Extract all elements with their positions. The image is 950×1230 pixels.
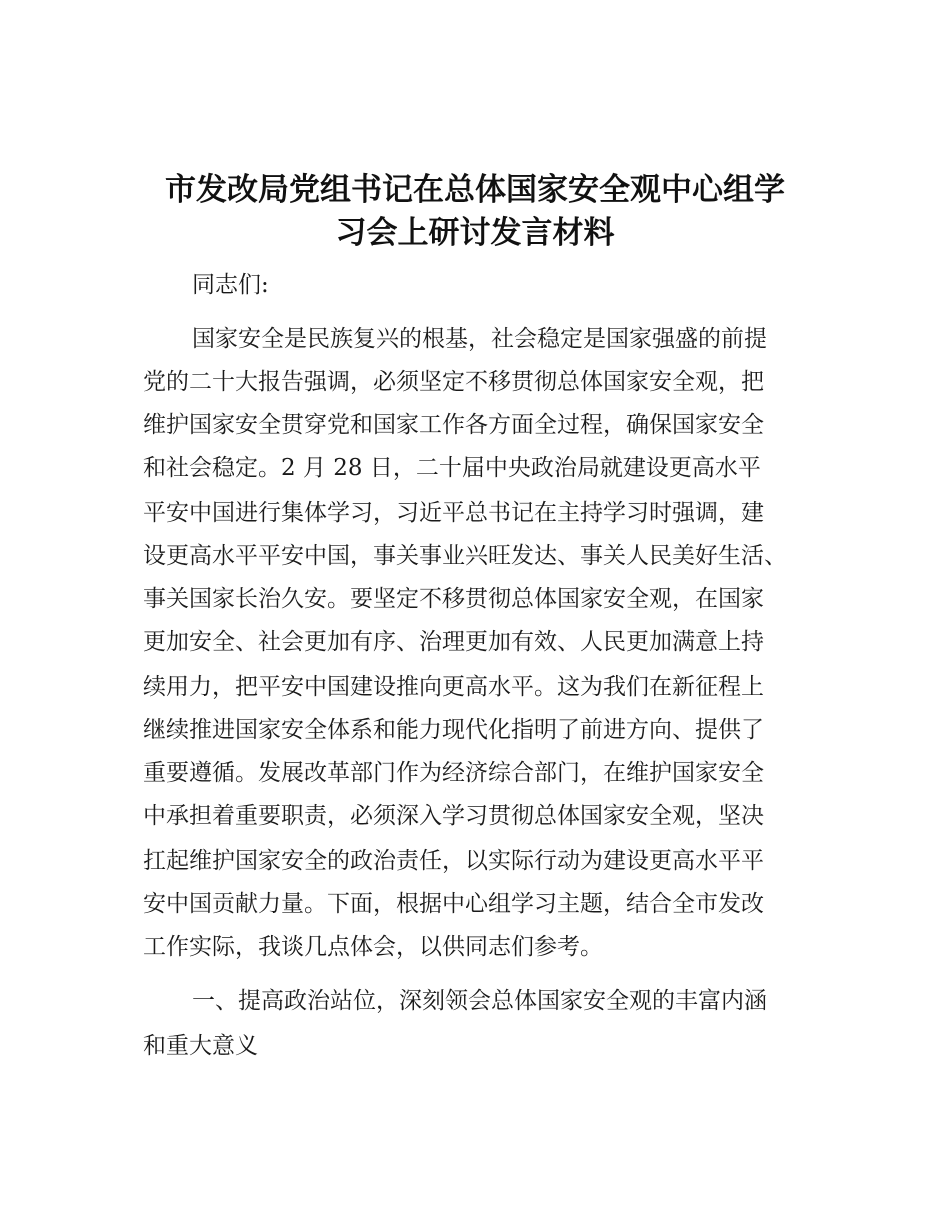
paragraph-line: 国家安全是民族复兴的根基，社会稳定是国家强盛的前提 bbox=[192, 326, 767, 352]
greeting: 同志们: bbox=[192, 272, 269, 298]
paragraph-line: 更加安全、社会更加有序、治理更加有效、人民更加满意上持 bbox=[143, 629, 764, 655]
paragraph-line: 安中国贡献力量。下面，根据中心组学习主题，结合全市发改 bbox=[143, 891, 764, 917]
document-title-line-2: 习会上研讨发言材料 bbox=[335, 215, 615, 251]
section-heading-line: 一、提高政治站位，深刻领会总体国家安全观的丰富内涵 bbox=[192, 988, 767, 1014]
paragraph-line: 党的二十大报告强调，必须坚定不移贯彻总体国家安全观，把 bbox=[143, 369, 764, 395]
paragraph-line: 事关国家长治久安。要坚定不移贯彻总体国家安全观，在国家 bbox=[143, 586, 764, 612]
paragraph-line: 重要遵循。发展改革部门作为经济综合部门，在维护国家安全 bbox=[143, 760, 764, 786]
paragraph-line: 续用力，把平安中国建设推向更高水平。这为我们在新征程上 bbox=[143, 674, 764, 700]
document-title-line-1: 市发改局党组书记在总体国家安全观中心组学 bbox=[165, 172, 785, 208]
paragraph-line: 工作实际，我谈几点体会，以供同志们参考。 bbox=[143, 934, 603, 960]
section-heading-line: 和重大意义 bbox=[143, 1033, 258, 1059]
paragraph-line: 扛起维护国家安全的政治责任，以实际行动为建设更高水平平 bbox=[143, 848, 764, 874]
paragraph-line: 中承担着重要职责，必须深入学习贯彻总体国家安全观，坚决 bbox=[143, 803, 764, 829]
paragraph-line: 平安中国进行集体学习，习近平总书记在主持学习时强调，建 bbox=[143, 500, 764, 526]
paragraph-line: 维护国家安全贯穿党和国家工作各方面全过程，确保国家安全 bbox=[143, 412, 764, 438]
paragraph-line: 设更高水平平安中国，事关事业兴旺发达、事关人民美好生活、 bbox=[143, 543, 787, 569]
paragraph-line: 和社会稳定。2 月 28 日，二十届中央政治局就建设更高水平 bbox=[143, 455, 761, 481]
paragraph-line: 继续推进国家安全体系和能力现代化指明了前进方向、提供了 bbox=[143, 717, 764, 743]
